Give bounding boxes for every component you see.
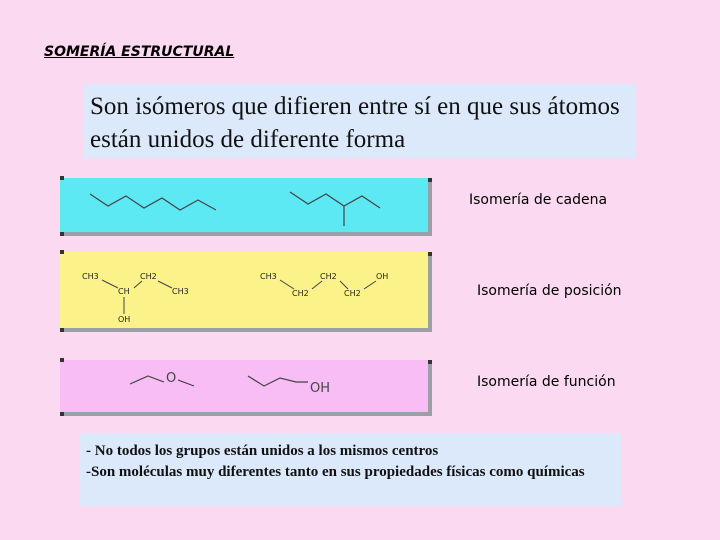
oh-label: OH [118, 315, 131, 324]
alcohol-skeleton [248, 376, 308, 386]
ch2-label: CH2 [344, 289, 361, 298]
page-title: SOMERÍA ESTRUCTURAL [44, 44, 235, 60]
function-isomerism-label: Isomería de función [477, 374, 616, 390]
alcohol-oh-label: OH [310, 381, 331, 396]
ch3-label: CH3 [260, 272, 277, 281]
panel-corner-dot [60, 232, 64, 236]
ether-skeleton [130, 376, 164, 384]
ether-oxygen-label: O [166, 371, 177, 386]
ch3-label: CH3 [172, 287, 189, 296]
function-isomer-panel [60, 360, 432, 416]
panel-corner-dot [428, 252, 432, 256]
oh-label: OH [376, 272, 389, 281]
position-isomerism-label: Isomería de posición [477, 283, 622, 299]
ch3-label: CH3 [82, 272, 99, 281]
methylpentane-skeleton [290, 192, 380, 208]
ch2-label: CH2 [140, 272, 157, 281]
note-line: - No todos los grupos están unidos a los mismos centros [86, 443, 439, 459]
notes-box [80, 433, 622, 506]
chain-isomer-structures [60, 178, 428, 232]
position-isomer-structures [60, 252, 428, 328]
panel-corner-dot [428, 360, 432, 364]
ch-label: CH [118, 287, 130, 296]
panel-corner-dot [428, 178, 432, 182]
chain-isomer-panel [60, 178, 432, 236]
hexane-skeleton [90, 194, 216, 210]
note-line: -Son moléculas muy diferentes tanto en sus propiedades físicas como químicas [86, 464, 585, 480]
function-isomer-structures [60, 360, 428, 412]
position-isomer-panel [60, 252, 432, 332]
panel-corner-dot [60, 328, 64, 332]
definition-box: Son isómeros que difieren entre sí en que sus átomos están unidos de diferente forma [84, 84, 635, 158]
ch2-label: CH2 [320, 272, 337, 281]
panel-corner-dot [60, 412, 64, 416]
ch2-label: CH2 [292, 289, 309, 298]
chain-isomerism-label: Isomería de cadena [469, 192, 608, 208]
